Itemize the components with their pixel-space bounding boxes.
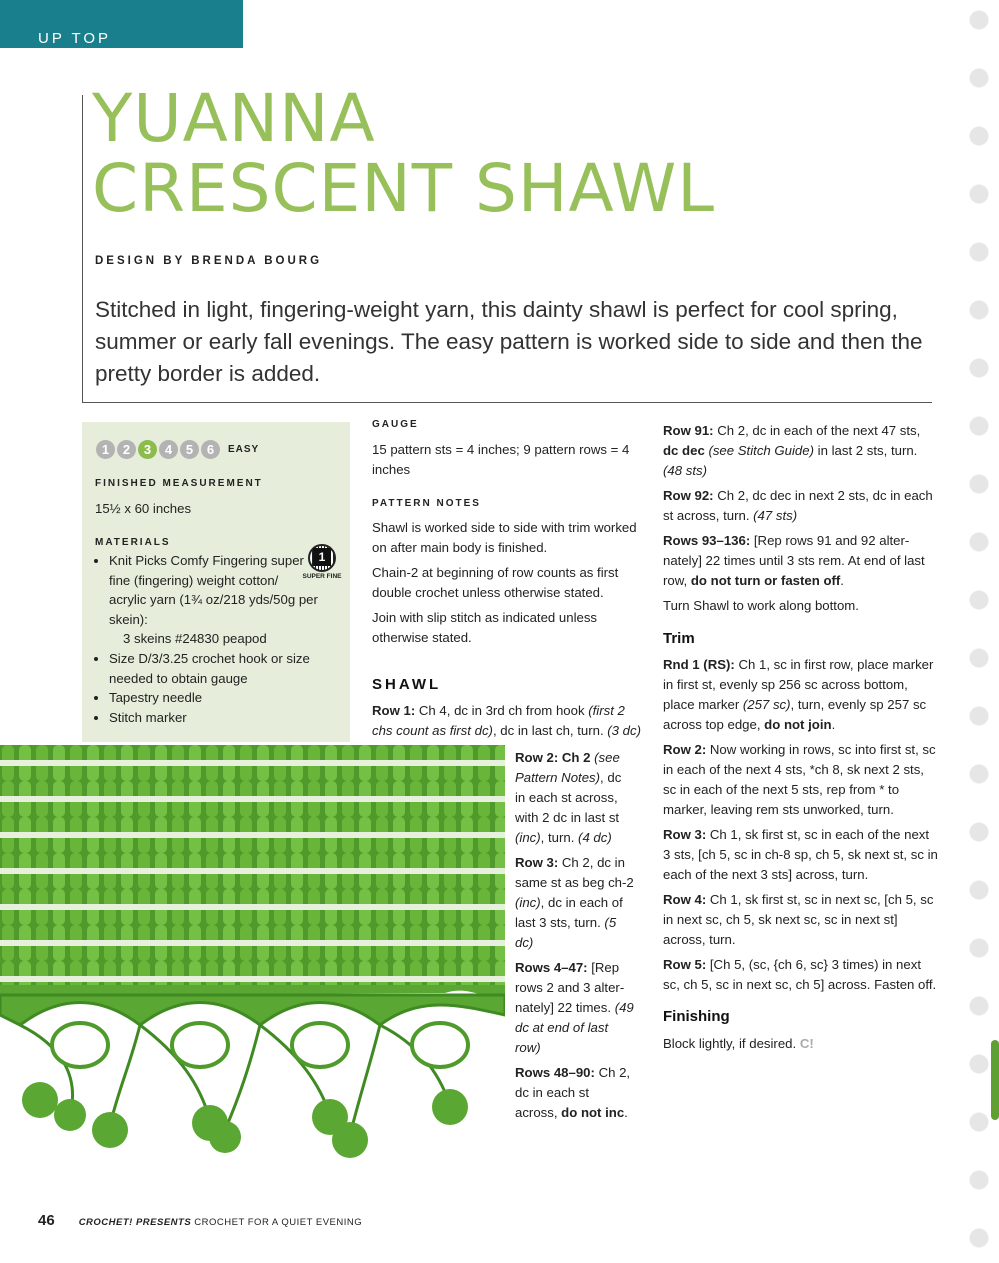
intro-paragraph: Stitched in light, fingering-weight yarn, this dainty shawl is perfect for cool spring, summer or early fall evenings. The easy pattern is worked side to side and then the pretty border is added. [95,297,923,386]
shawl-heading: SHAWL [372,676,442,693]
material-item: • Size D/3/3.25 crochet hook or size needed to obtain gauge [109,649,319,688]
pattern-notes-heading: PATTERN NOTES [372,498,481,509]
page-footer [38,1212,362,1229]
skill-level-6: 6 [201,440,220,459]
shawl-rows-91-136: Row 91: Ch 2, dc in each of the next 47 sts, dc dec (see Stitch Guide) in last 2 sts, turn. (48 sts) Row 92: Ch 2, dc dec in next 2 sts, dc in each st across, turn. (47 sts) Rows 93–136: [Rep rows 91 and 92 alter-nately] 22 times until 3 sts rem. At end of last row, do not turn or fasten off. Turn Shawl to work along bottom. [663,423,933,613]
material-item: • Knit Picks Comfy Fingering super fine (fingering) weight cotton/ acrylic yarn (1¾ oz/218 yds/50g per skein): 3 skeins #24830 peapod [109,551,319,649]
page-title [92,80,716,227]
shawl-rows-2-90: Row 2: Ch 2 (see Pattern Notes), dc in each st across, with 2 dc in last st (inc), turn. (4 dc) Row 3: Ch 2, dc in same st as beg ch-2 (inc), dc in each of last 3 sts, turn. (5 dc) Rows 4–47: [Rep rows 2 and 3 alter-nately] 22 times. (49 dc at end of last row) Rows 48–90: Ch 2, dc in each st across, do not inc. [515,750,634,1120]
materials-list [93,551,319,727]
crochet-logo-icon: C! [799,1036,814,1051]
finished-value: 15½ x 60 inches [95,501,192,516]
gauge-text: 15 pattern sts = 4 inches; 9 pattern rows = 4 inches [372,442,630,477]
material-item: • Tapestry needle [109,688,319,708]
title-rule-horizontal [82,402,932,403]
yarn-weight-icon [302,544,342,582]
pattern-notes: Shawl is worked side to side with trim worked on after main body is finished. Chain-2 at beginning of row counts as first double crochet unless otherwise stated. Join with slip stitch as indicated unless otherwise stated. [372,520,637,645]
designer-byline: DESIGN BY BRENDA BOURG [95,255,323,267]
page-number: 46 [38,1212,55,1229]
skill-level-1: 1 [96,440,115,459]
title-rule-vertical [82,95,83,403]
shawl-row-1: Row 1: Ch 4, dc in 3rd ch from hook (first 2 chs count as first dc), dc in last ch, turn. (3 dc) [372,703,641,738]
materials-heading: MATERIALS [95,537,171,548]
yarn-weight-label: SUPER FINE [302,573,342,580]
yarn-weight-number: 1 [313,548,331,566]
material-item: • Stitch marker [109,708,319,728]
shawl-photo [0,745,505,1160]
finished-heading: FINISHED MEASUREMENT [95,478,263,489]
section-tab [0,0,243,48]
skill-level-4: 4 [159,440,178,459]
skill-label: EASY [228,444,260,455]
title-line-1: YUANNA [92,80,376,157]
trim-heading: Trim [663,630,695,647]
skill-level-5: 5 [180,440,199,459]
skill-level-3: 3 [138,440,157,459]
trim-rows: Rnd 1 (RS): Ch 1, sc in first row, place marker in first st, evenly sp 256 sc across bottom, place marker (257 sc), turn, evenly sp 257 sc across top edge, do not join. Row 2: Now working in rows, sc into first st, sc in each of the next 4 sts, *ch 8, sk next 2 sts, sc in each of the next 5 sts, rep from * to marker, leaving rem sts unworked, turn. Row 3: Ch 1, sk first st, sc in each of the next 3 sts, [ch 5, sc in ch-8 sp, ch 5, sk next st, sc in each of the next 3 sts] across, turn. Row 4: Ch 1, sk first st, sc in next sc, [ch 5, sc in next sc, ch 5, sk next sc, sc in next st] across, turn. Row 5: [Ch 5, (sc, {ch 6, sc} 3 times) in next sc, ch 5, sc in next sc, ch 5] across. Fasten off. [663,657,938,992]
title-line-2: CRESCENT SHAWL [92,150,716,227]
skill-level-2: 2 [117,440,136,459]
finishing-text: Block lightly, if desired. C! [663,1036,814,1051]
crochet-cord-image [991,1040,999,1120]
publication-title: CROCHET! PRESENTS CROCHET FOR A QUIET EVENING [78,1217,363,1228]
skill-level [96,440,259,459]
gauge-heading: GAUGE [372,419,419,430]
yarn-skeins: 3 skeins #24830 peapod [123,631,267,647]
section-tab-label: UP TOP [38,30,112,47]
finishing-heading: Finishing [663,1008,730,1025]
